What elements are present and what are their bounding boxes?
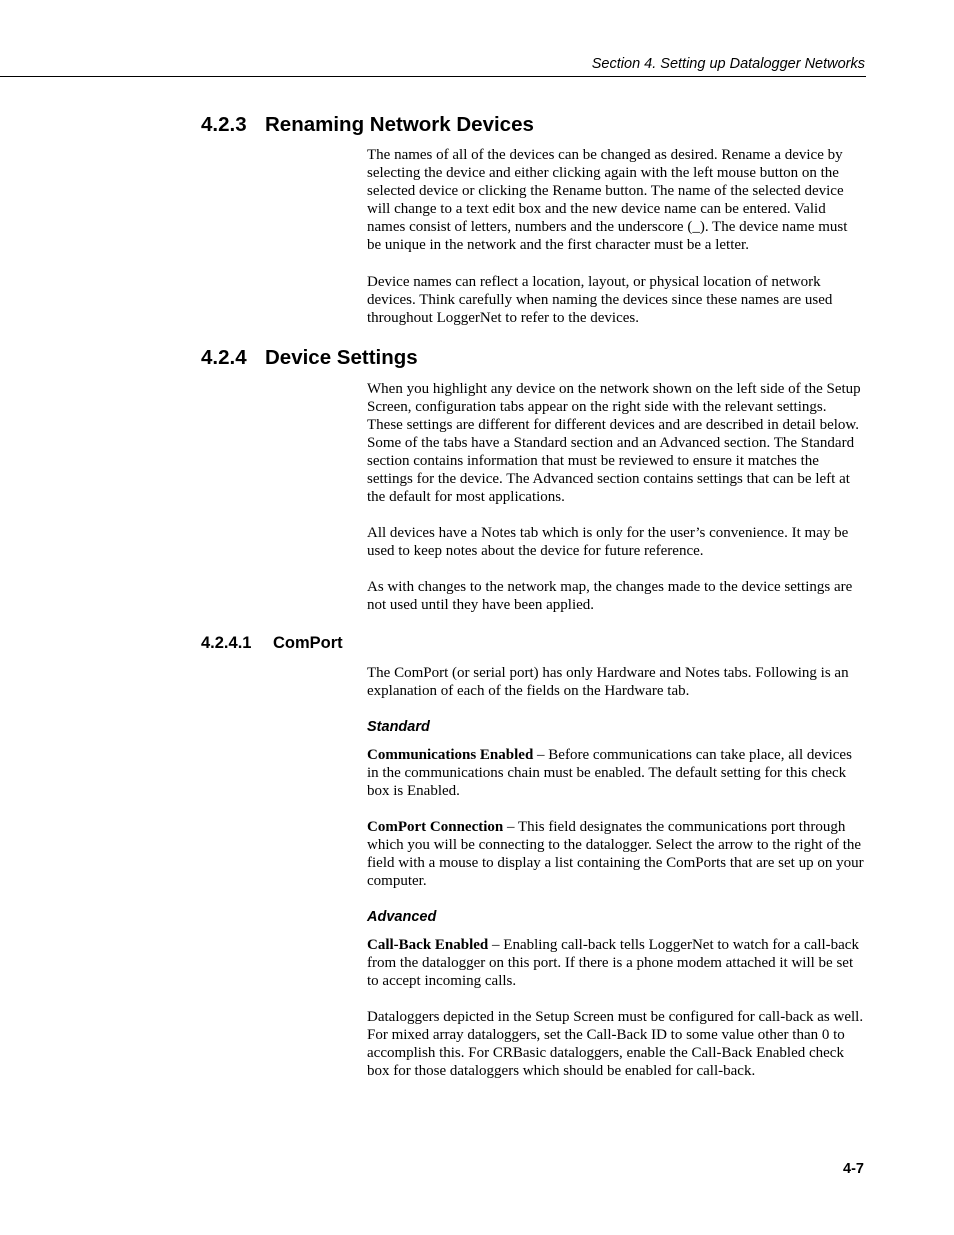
desc-call-back-enabled: – Enabling call-back tells LoggerNet to watch for a call-back from the datalogger on this port. If there is a phone modem attached it will be set to accept incoming calls. (367, 937, 859, 989)
section-title: Renaming Network Devices (265, 113, 534, 136)
section-heading-4-2-4 (201, 345, 418, 371)
paragraph-call-back-note: Dataloggers depicted in the Setup Screen must be configured for call-back as well. For mixed array dataloggers, set the Call-Back ID to some value other than 0 to accomplish this. For CRBasic dataloggers, enable the Call-Back Enabled check box for those dataloggers which should be enabled for call-back. (367, 1009, 864, 1079)
header-rule (0, 76, 866, 77)
paragraph-call-back-enabled (367, 936, 865, 990)
paragraph-device-settings-2: All devices have a Notes tab which is only for the user’s convenience. It may be used to keep notes about the device for future reference. (367, 525, 849, 559)
section-heading-4-2-4-1 (201, 633, 343, 653)
paragraph-comport-intro: The ComPort (or serial port) has only Hardware and Notes tabs. Following is an explanation of each of the fields on the Hardware tab. (367, 665, 849, 699)
paragraph-device-settings-1: When you highlight any device on the network shown on the left side of the Setup Screen, configuration tabs appear on the right side with the relevant settings. These settings are different for different devices and are described in detail below. Some of the tabs have a Standard section and an Advanced section. The Standard section contains information that must be reviewed to ensure it matches the settings for the device. The Advanced section contains settings that can be left at the default for most applications. (367, 381, 861, 505)
desc-comport-connection: – This field designates the communications port through which you will be connecting to the datalogger. Select the arrow to the right of the field with a mouse to display a list containing the ComPorts that are set up on your computer. (367, 819, 864, 889)
paragraph-comport-connection (367, 818, 865, 890)
section-number: 4.2.4 (201, 346, 247, 369)
page-number: 4-7 (843, 1161, 864, 1177)
section-title: ComPort (273, 634, 343, 652)
running-header: Section 4. Setting up Datalogger Networks (591, 56, 865, 72)
subheading-advanced: Advanced (367, 909, 437, 925)
section-heading-4-2-3 (201, 112, 534, 138)
paragraph-communications-enabled (367, 746, 865, 800)
paragraph-renaming-2: Device names can reflect a location, layout, or physical location of network devices. Think carefully when naming the devices since these names are used throughout LoggerNet to refer to the devices. (367, 274, 833, 326)
paragraph-renaming-1: The names of all of the devices can be changed as desired. Rename a device by selecting the device and either clicking again with the left mouse button on the selected device or clicking the Rename button. The name of the selected device will change to a text edit box and the new device name can be entered. Valid names consist of letters, numbers and the underscore (_). The device name must be unique in the network and the first character must be a letter. (367, 147, 848, 253)
term-communications-enabled: Communications Enabled (367, 747, 534, 763)
subheading-standard: Standard (367, 719, 430, 735)
section-title: Device Settings (265, 346, 418, 369)
term-comport-connection: ComPort Connection (367, 819, 504, 835)
desc-communications-enabled: – Before communications can take place, all devices in the communications chain must be enabled. The default setting for this check box is Enabled. (367, 747, 852, 799)
section-number: 4.2.4.1 (201, 634, 252, 652)
paragraph-device-settings-3: As with changes to the network map, the changes made to the device settings are not used until they have been applied. (367, 579, 853, 613)
section-number: 4.2.3 (201, 113, 247, 136)
term-call-back-enabled: Call-Back Enabled (367, 937, 489, 953)
